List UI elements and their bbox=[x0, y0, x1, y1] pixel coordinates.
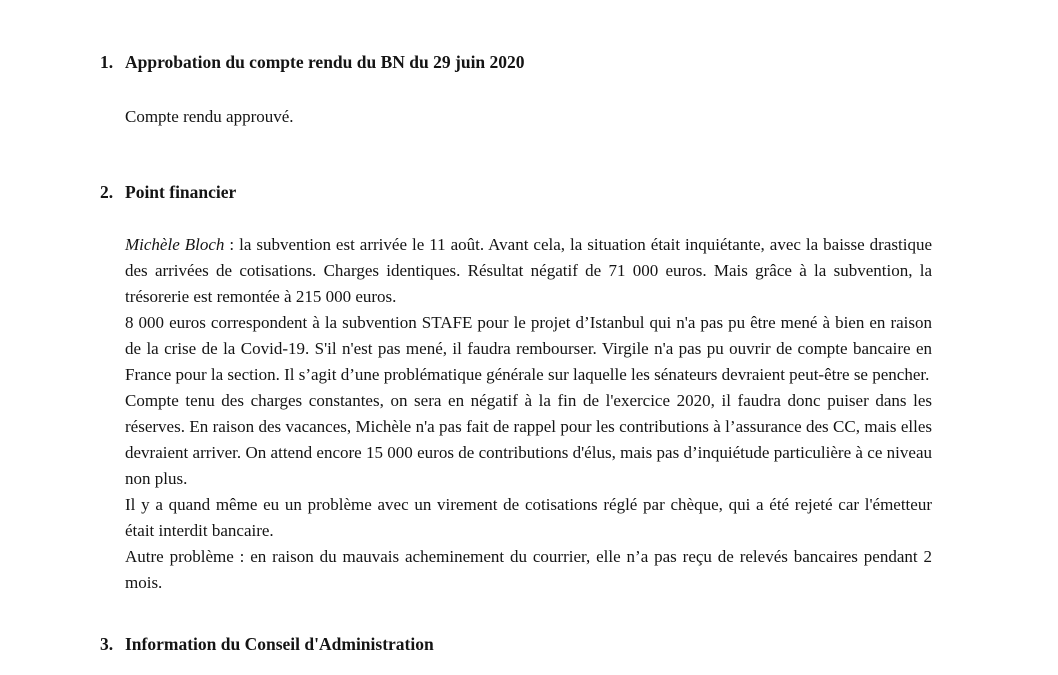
section-heading bbox=[100, 52, 932, 72]
section-heading bbox=[100, 634, 932, 654]
section-heading bbox=[100, 182, 932, 202]
paragraph: 8 000 euros correspondent à la subvention STAFE pour le projet d’Istanbul qui n'a pas pu être mené à bien en raison de la crise de la Covid-19. S'il n'est pas mené, il faudra rembourser. Virgile n'a pas pu ouvrir de compte bancaire en France pour la section. Il s’agit d’une problématique générale sur laquelle les sénateurs devraient peut-être se pencher. bbox=[125, 313, 932, 384]
section-number: 2. bbox=[100, 182, 114, 202]
section-number: 3. bbox=[100, 634, 114, 654]
document-section-2 bbox=[100, 182, 932, 596]
speaker-name: Michèle Bloch bbox=[125, 235, 225, 254]
paragraph bbox=[125, 232, 932, 310]
paragraph: Il y a quand même eu un problème avec un virement de cotisations réglé par chèque, qui a été rejeté car l'émetteur était interdit bancaire. bbox=[125, 495, 932, 540]
section-body bbox=[125, 104, 932, 130]
speaker-separator: : bbox=[224, 235, 240, 254]
section-number: 1. bbox=[100, 52, 114, 72]
paragraph: Compte rendu approuvé. bbox=[125, 107, 294, 126]
section-title: Information du Conseil d'Administration bbox=[125, 634, 434, 654]
paragraph: Autre problème : en raison du mauvais acheminement du courrier, elle n’a pas reçu de relevés bancaires pendant 2 mois. bbox=[125, 547, 932, 592]
document-section-3 bbox=[100, 634, 932, 654]
paragraph: Compte tenu des charges constantes, on sera en négatif à la fin de l'exercice 2020, il faudra donc puiser dans les réserves. En raison des vacances, Michèle n'a pas fait de rappel pour les contributions à l’assurance des CC, mais elles devraient arriver. On attend encore 15 000 euros de contributions d'élus, mais pas d’inquiétude particulière à ce niveau non plus. bbox=[125, 391, 932, 488]
section-body bbox=[125, 232, 932, 596]
section-title: Point financier bbox=[125, 182, 237, 202]
document-section-1 bbox=[100, 52, 932, 130]
section-title: Approbation du compte rendu du BN du 29 juin 2020 bbox=[125, 52, 525, 72]
paragraph-text: la subvention est arrivée le 11 août. Avant cela, la situation était inquiétante, avec la baisse drastique des arrivées de cotisations. Charges identiques. Résultat négatif de 71 000 euros. Mais grâce à la subvention, la trésorerie est remontée à 215 000 euros. bbox=[125, 235, 932, 306]
